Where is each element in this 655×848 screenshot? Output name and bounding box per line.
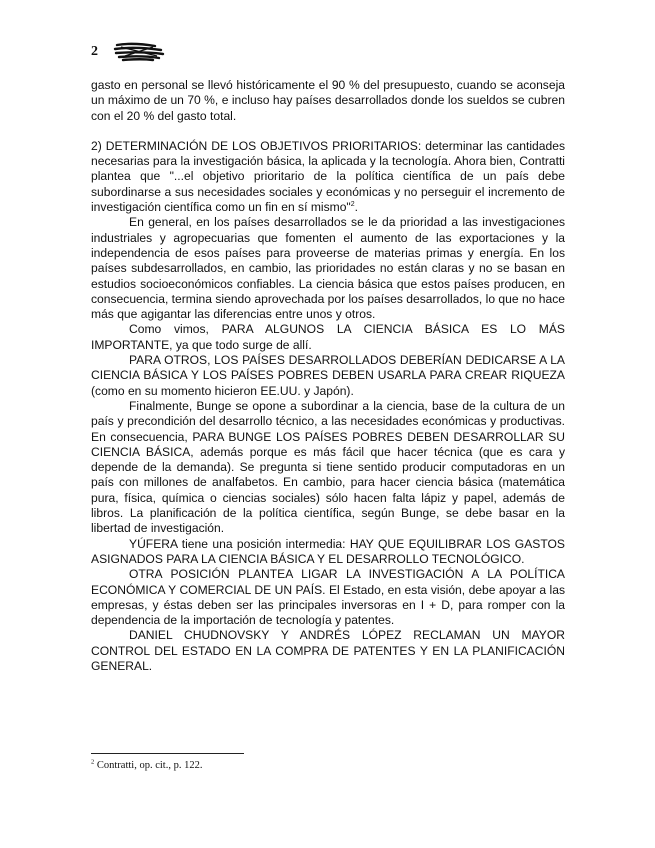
paragraph-ciencia-basica: Como vimos, PARA ALGUNOS LA CIENCIA BÁSICA ES LO MÁS IMPORTANTE, ya que todo surge de allí. <box>91 322 565 352</box>
footnote-ref: 2 <box>350 201 355 209</box>
page-number: 2 <box>91 44 98 59</box>
footnote <box>91 760 202 771</box>
paragraph-continuation: gasto en personal se llevó históricamente el 90 % del presupuesto, cuando se aconseja un máximo de un 70 %, e incluso hay países desarrollados donde los sueldos se cubren con el 20 % del gasto total. <box>91 78 565 123</box>
paragraph-text: 2) DETERMINACIÓN DE LOS OBJETIVOS PRIORITARIOS: determinar las cantidades necesarias para la investigación básica, la aplicada y la tecnología. Ahora bien, Contratti plantea que "...el objetivo prioritario de la política científica de un país debe subordinarse a sus necesidades sociales y económicas y no perseguir el incremento de investigación científica como un fin en sí mismo" <box>91 138 565 215</box>
footnote-text: Contratti, op. cit., p. 122. <box>96 760 203 771</box>
paragraph-yufera: YÚFERA tiene una posición intermedia: HAY QUE EQUILIBRAR LOS GASTOS ASIGNADOS PARA LA CIENCIA BÁSICA Y EL DESARROLLO TECNOLÓGICO. <box>91 536 565 566</box>
footnote-divider <box>91 753 244 754</box>
footnote-number: 2 <box>91 758 95 766</box>
paragraph-objetivos-prioritarios: 2) DETERMINACIÓN DE LOS OBJETIVOS PRIORITARIOS: determinar las cantidades necesarias para la investigación básica, la aplicada y la tecnología. Ahora bien, Contratti plantea que "...el objetivo prioritario de la política científica de un país debe subordinarse a sus necesidades sociales y económicas y no perseguir el incremento de investigación científica como un fin en sí mismo"$^2$. <box>91 138 565 215</box>
paragraph-chudnovsky-lopez: DANIEL CHUDNOVSKY Y ANDRÉS LÓPEZ RECLAMAN UN MAYOR CONTROL DEL ESTADO EN LA COMPRA DE PATENTES Y EN LA PLANIFICACIÓN GENERAL. <box>91 628 565 673</box>
body-text <box>91 78 565 674</box>
paragraph-paises-desarrollados: En general, en los países desarrollados se le da prioridad a las investigaciones industriales y agropecuarias que fomenten el aumento de las exportaciones y la independencia de esos países para proveerse de materias primas y energía. En los países subdesarrollados, en cambio, las prioridades no están claras y no se basan en estudios socioeconómicos confiables. La ciencia básica que estos países producen, en consecuencia, termina siendo aprovechada por los países desarrollados, lo que no hace más que agigantar las diferencias entre unos y otros. <box>91 215 565 322</box>
paragraph-bunge: Finalmente, Bunge se opone a subordinar a la ciencia, base de la cultura de un país y precondición del desarrollo técnico, a las necesidades económicas y productivas. En consecuencia, PARA BUNGE LOS PAÍSES POBRES DEBEN DESARROLLAR SU CIENCIA BÁSICA, además porque es más fácil que hacer técnica (que es cara y depende de la demanda). Se pregunta si tiene sentido producir computadoras en un país con millones de analfabetos. En cambio, para hacer ciencia básica (matemática pura, física, química o ciencias sociales) sólo hacen falta lápiz y papel, además de libros. La planificación de la política científica, según Bunge, se debe basar en la libertad de investigación. <box>91 398 565 536</box>
handwritten-scribble-mark <box>113 42 165 62</box>
paragraph-para-otros: PARA OTROS, LOS PAÍSES DESARROLLADOS DEBERÍAN DEDICARSE A LA CIENCIA BÁSICA Y LOS PAÍSES POBRES DEBEN USARLA PARA CREAR RIQUEZA (como en su momento hicieron EE.UU. y Japón). <box>91 353 565 398</box>
paragraph-otra-posicion: OTRA POSICIÓN PLANTEA LIGAR LA INVESTIGACIÓN A LA POLÍTICA ECONÓMICA Y COMERCIAL DE UN PAÍS. El Estado, en esta visión, debe apoyar a las empresas, y éstas deben ser las principales inversoras en I + D, para romper con la dependencia de la importación de tecnología y patentes. <box>91 567 565 628</box>
